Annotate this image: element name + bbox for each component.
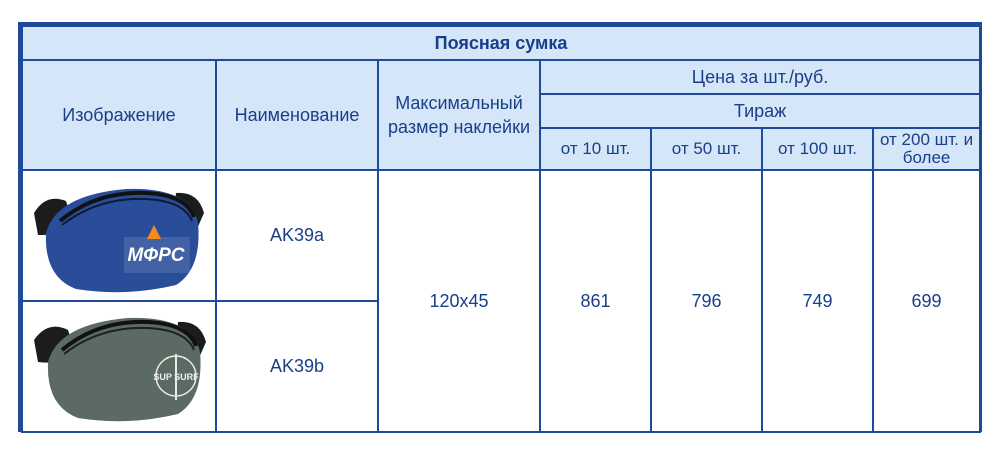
product-name-ak39b: AK39b (216, 301, 378, 432)
header-max-size: Максимальный размер наклейки (378, 60, 540, 170)
header-tier-100: от 100 шт. (762, 128, 873, 170)
max-size-value: 120x45 (378, 170, 540, 432)
price-tier-100: 749 (762, 170, 873, 432)
price-table (18, 22, 982, 432)
table-title: Поясная сумка (22, 26, 980, 60)
svg-text:МФРС: МФРС (127, 244, 185, 266)
blue-waist-bag-image (26, 173, 212, 299)
header-run: Тираж (540, 94, 980, 128)
header-tier-10: от 10 шт. (540, 128, 651, 170)
gray-waist-bag-image (26, 304, 212, 430)
header-tier-200: от 200 шт. и более (873, 128, 980, 170)
header-price: Цена за шт./руб. (540, 60, 980, 94)
product-image-ak39a (22, 170, 216, 301)
product-image-ak39b (22, 301, 216, 432)
header-name: Наименование (216, 60, 378, 170)
product-name-ak39a: AK39a (216, 170, 378, 301)
price-tier-10: 861 (540, 170, 651, 432)
price-tier-50: 796 (651, 170, 762, 432)
price-tier-200: 699 (873, 170, 980, 432)
svg-text:SUP SURF: SUP SURF (153, 371, 199, 382)
header-tier-50: от 50 шт. (651, 128, 762, 170)
header-image: Изображение (22, 60, 216, 170)
